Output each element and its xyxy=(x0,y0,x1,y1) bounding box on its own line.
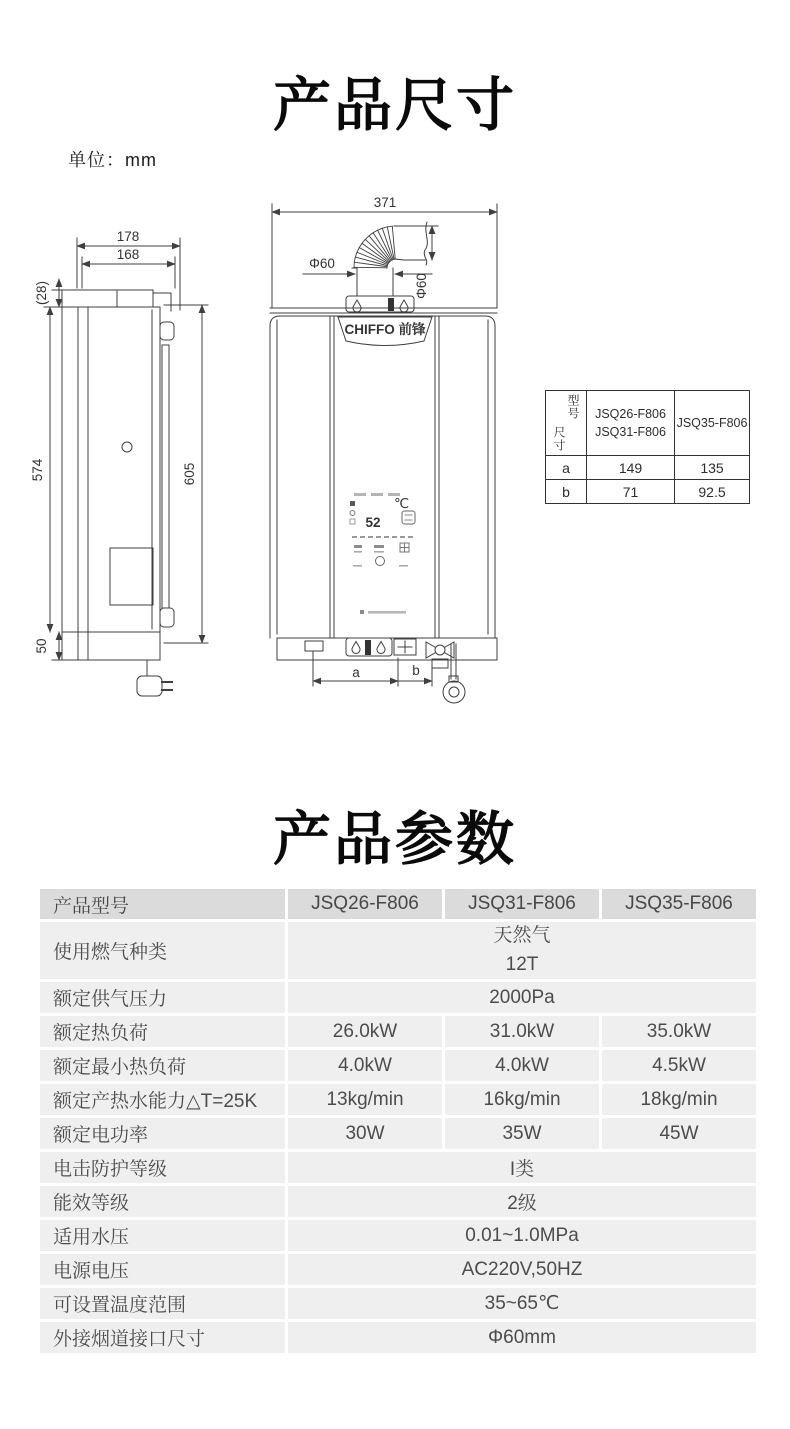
spec-label: 电源电压 xyxy=(40,1254,285,1285)
spec-value: 30W xyxy=(288,1118,442,1149)
mode-icon xyxy=(350,511,355,516)
dim-b-label: b xyxy=(412,663,420,678)
display-temp-unit: ℃ xyxy=(394,496,410,511)
dim-height-overall: 605 xyxy=(182,462,197,486)
panel-button-icon xyxy=(402,511,415,524)
spec-value: 2级 xyxy=(288,1186,756,1217)
model-dimension-table xyxy=(545,390,750,504)
gas-valve-icon xyxy=(426,638,454,668)
table-row xyxy=(546,480,750,504)
table-row xyxy=(40,982,756,1013)
table-row xyxy=(40,1152,756,1183)
spec-label: 额定产热水能力△T=25K xyxy=(40,1084,285,1115)
spec-value: 4.5kW xyxy=(602,1050,756,1081)
dim-height-body: 574 xyxy=(30,458,45,482)
spec-label: 额定热负荷 xyxy=(40,1016,285,1047)
dim-value: 135 xyxy=(675,456,750,480)
priority-icon xyxy=(350,501,355,506)
spec-table xyxy=(37,886,759,1356)
table-row xyxy=(40,922,756,979)
dim-flue-right: Φ60 xyxy=(414,273,429,299)
front-view-drawing xyxy=(270,204,497,703)
table-row xyxy=(40,1322,756,1353)
spec-value: 45W xyxy=(602,1118,756,1149)
dim-flue-left: Φ60 xyxy=(309,256,335,271)
corner-label-model: 型号 xyxy=(566,394,580,420)
dim-a-label: a xyxy=(352,665,360,680)
power-plug-icon xyxy=(137,660,172,696)
spec-value: 31.0kW xyxy=(445,1016,599,1047)
dim-top-bracket: (28) xyxy=(34,280,49,306)
spec-label: 额定电功率 xyxy=(40,1118,285,1149)
spec-value: 4.0kW xyxy=(288,1050,442,1081)
table-row xyxy=(546,456,750,480)
table-row xyxy=(40,1220,756,1251)
spec-value: 2000Pa xyxy=(288,982,756,1013)
dim-value: 149 xyxy=(587,456,675,480)
flue-elbow-icon xyxy=(354,226,395,268)
spec-value: 35.0kW xyxy=(602,1016,756,1047)
model-col-2: JSQ35-F806 xyxy=(675,391,750,456)
table-row xyxy=(40,1288,756,1319)
spec-header-label: 产品型号 xyxy=(40,889,285,919)
side-view-dimension-labels xyxy=(30,229,197,654)
table-row xyxy=(40,1186,756,1217)
table-row xyxy=(40,1016,756,1047)
spec-label: 电击防护等级 xyxy=(40,1152,285,1183)
power-button-icon xyxy=(376,557,385,566)
dim-row-label: b xyxy=(546,480,587,504)
spec-label: 使用燃气种类 xyxy=(40,922,285,979)
corner-label-size: 尺寸 xyxy=(552,426,566,452)
dim-width-inner: 168 xyxy=(116,247,140,262)
page-title-params: 产品参数 xyxy=(272,806,517,872)
spec-label: 可设置温度范围 xyxy=(40,1288,285,1319)
dim-bottom: 50 xyxy=(34,638,49,654)
spec-value: I类 xyxy=(288,1152,756,1183)
unit-label: 单位：mm xyxy=(68,150,157,170)
dim-row-label: a xyxy=(546,456,587,480)
spec-label: 额定供气压力 xyxy=(40,982,285,1013)
spec-value: 35~65℃ xyxy=(288,1288,756,1319)
spec-header-model: JSQ26-F806 xyxy=(288,889,442,919)
spec-label: 外接烟道接口尺寸 xyxy=(40,1322,285,1353)
table-row xyxy=(40,1254,756,1285)
table-row xyxy=(40,1118,756,1149)
flame-icon xyxy=(350,519,355,524)
dim-value: 92.5 xyxy=(675,480,750,504)
dim-front-width: 371 xyxy=(373,195,397,210)
model-dim-header-row xyxy=(546,391,750,456)
spec-label: 额定最小热负荷 xyxy=(40,1050,285,1081)
spec-value: Φ60mm xyxy=(288,1322,756,1353)
spec-value: 26.0kW xyxy=(288,1016,442,1047)
spec-header-model: JSQ31-F806 xyxy=(445,889,599,919)
spec-value: 18kg/min xyxy=(602,1084,756,1115)
spec-label: 能效等级 xyxy=(40,1186,285,1217)
table-row xyxy=(40,1050,756,1081)
spec-label: 适用水压 xyxy=(40,1220,285,1251)
spec-header-row xyxy=(40,889,756,919)
spec-value: 35W xyxy=(445,1118,599,1149)
spec-value: 0.01~1.0MPa xyxy=(288,1220,756,1251)
spec-value: 13kg/min xyxy=(288,1084,442,1115)
spec-value: AC220V,50HZ xyxy=(288,1254,756,1285)
model-col-1: JSQ26-F806 JSQ31-F806 xyxy=(587,391,675,456)
dim-value: 71 xyxy=(587,480,675,504)
page-title-dimensions: 产品尺寸 xyxy=(272,72,517,138)
spec-value: 16kg/min xyxy=(445,1084,599,1115)
brand-label: CHIFFO 前锋 xyxy=(344,322,426,337)
spec-value: 天然气 12T xyxy=(288,922,756,979)
table-row xyxy=(40,1084,756,1115)
diagonal-header-cell xyxy=(546,391,587,456)
spec-header-model: JSQ35-F806 xyxy=(602,889,756,919)
dim-width-outer: 178 xyxy=(116,229,140,244)
spec-value: 4.0kW xyxy=(445,1050,599,1081)
display-temp: 52 xyxy=(365,515,381,530)
